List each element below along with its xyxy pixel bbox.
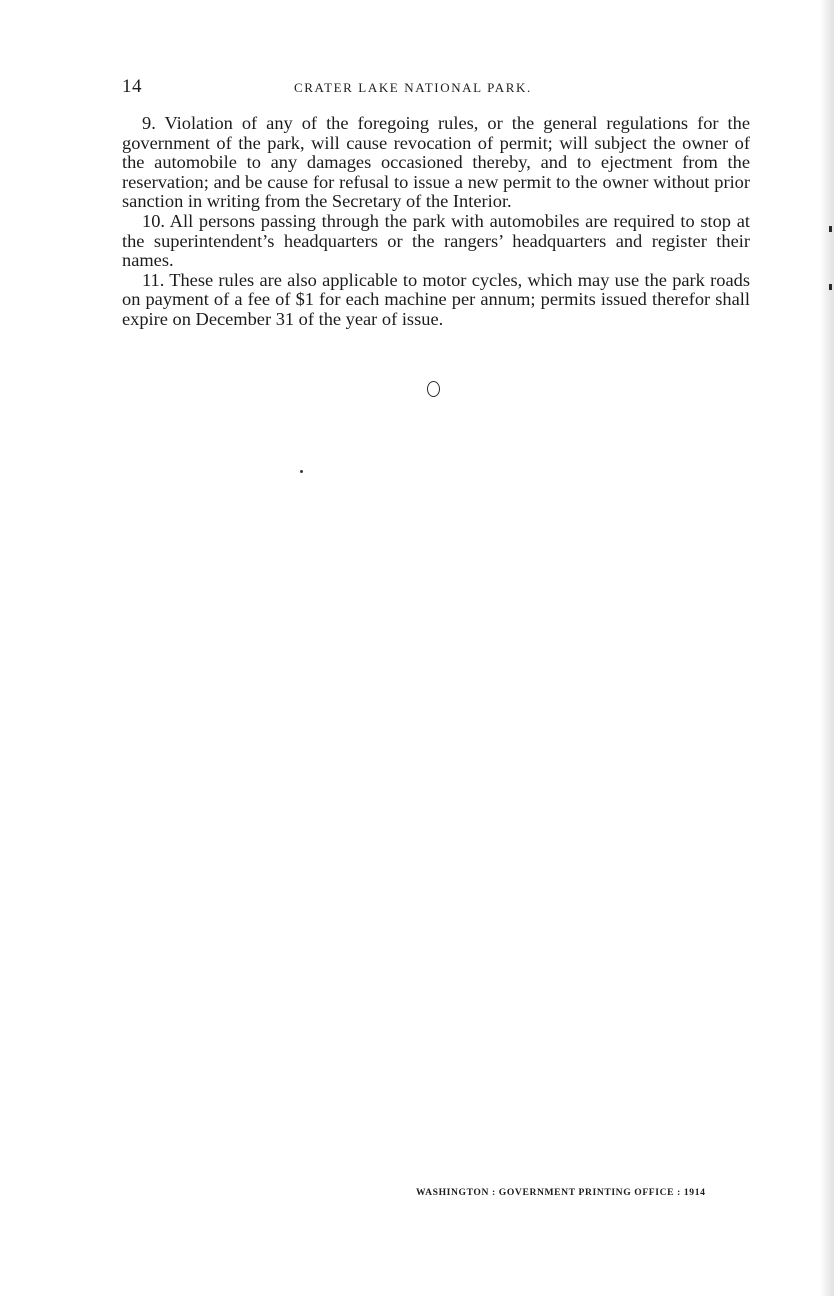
- printer-imprint: WASHINGTON : GOVERNMENT PRINTING OFFICE : 1914: [416, 1187, 706, 1198]
- rule-paragraph-11: 11. These rules are also applicable to motor cycles, which may use the park roads on payment of a fee of $1 for each machine per annum; permits issued therefor shall expire on December 31 of the year of issue.: [122, 269, 750, 329]
- ink-speck: [300, 470, 303, 473]
- scan-edge-mark: [829, 284, 832, 290]
- scan-page-edge: [820, 0, 834, 1296]
- running-title: CRATER LAKE NATIONAL PARK.: [294, 80, 532, 95]
- rule-paragraph-9: 9. Violation of any of the foregoing rules, or the general regulations for the government of the park, will cause revocation of permit; will subject the owner of the automobile to any damages occasioned thereby, and to ejectment from the reservation; and be cause for refusal to issue a new permit to the owner without prior sanction in writing from the Secretary of the Interior.: [122, 113, 750, 212]
- body-text: [122, 114, 750, 330]
- scan-edge-mark: [829, 226, 832, 232]
- rule-paragraph-10: 10. All persons passing through the park with automobiles are required to stop at the superintendent’s headquarters or the rangers’ headquarters and register their names.: [122, 210, 750, 271]
- page-number: 14: [122, 76, 142, 97]
- running-head: [122, 76, 752, 100]
- end-ornament-circle: [427, 381, 440, 397]
